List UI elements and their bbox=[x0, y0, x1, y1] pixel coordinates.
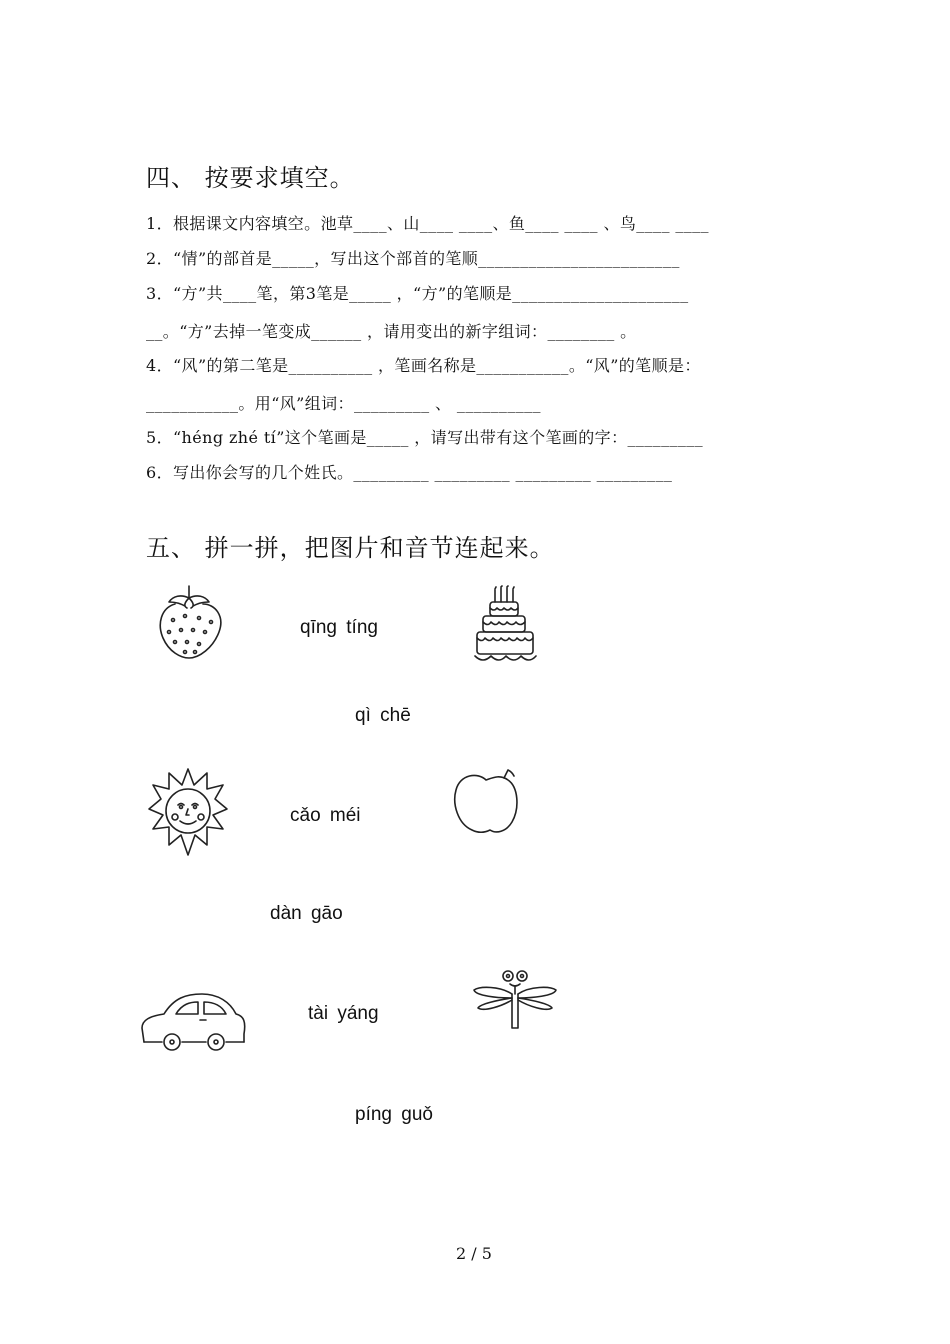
syllable-tai-yang: tài yáng bbox=[308, 1003, 379, 1024]
syllable-dan-gao: dàn gāo bbox=[270, 903, 343, 924]
syllable-ping-guo: píng guǒ bbox=[355, 1104, 433, 1125]
question-4: 4．“风”的第二笔是__________ ，笔画名称是___________。“风”的笔顺是： bbox=[146, 356, 701, 375]
question-6: 6．写出你会写的几个姓氏。_________ _________ _________ _________ bbox=[146, 463, 673, 482]
syllable-qing-ting: qīng tíng bbox=[300, 617, 378, 638]
strawberry-icon bbox=[155, 584, 227, 660]
car-icon bbox=[140, 984, 248, 1050]
question-5: 5．“héng zhé tí”这个笔画是_____ ，请写出带有这个笔画的字：_________ bbox=[146, 428, 704, 447]
apple-icon bbox=[450, 768, 522, 836]
question-3-continued: __。“方”去掉一笔变成______ ，请用变出的新字组词：________ 。 bbox=[146, 322, 637, 341]
cake-icon bbox=[474, 586, 536, 664]
sun-icon bbox=[147, 765, 229, 859]
syllable-qi-che: qì chē bbox=[355, 705, 411, 726]
section-4-title: 四、 按要求填空。 bbox=[146, 164, 355, 192]
question-2: 2．“情”的部首是_____，写出这个部首的笔顺________________________ bbox=[146, 249, 680, 268]
syllable-cao-mei: cǎo méi bbox=[290, 805, 361, 826]
question-4-continued: ___________。用“风”组词：_________ 、 __________ bbox=[146, 394, 541, 413]
question-3: 3．“方”共____笔，第3笔是_____ ，“方”的笔顺是_____________________ bbox=[146, 284, 689, 303]
question-1: 1．根据课文内容填空。池草____、山____ ____、鱼____ ____ 、鸟____ ____ bbox=[146, 214, 709, 233]
dragonfly-icon bbox=[472, 968, 558, 1030]
section-5-title: 五、 拼一拼，把图片和音节连起来。 bbox=[146, 534, 555, 562]
page-number: 2 / 5 bbox=[456, 1244, 492, 1263]
